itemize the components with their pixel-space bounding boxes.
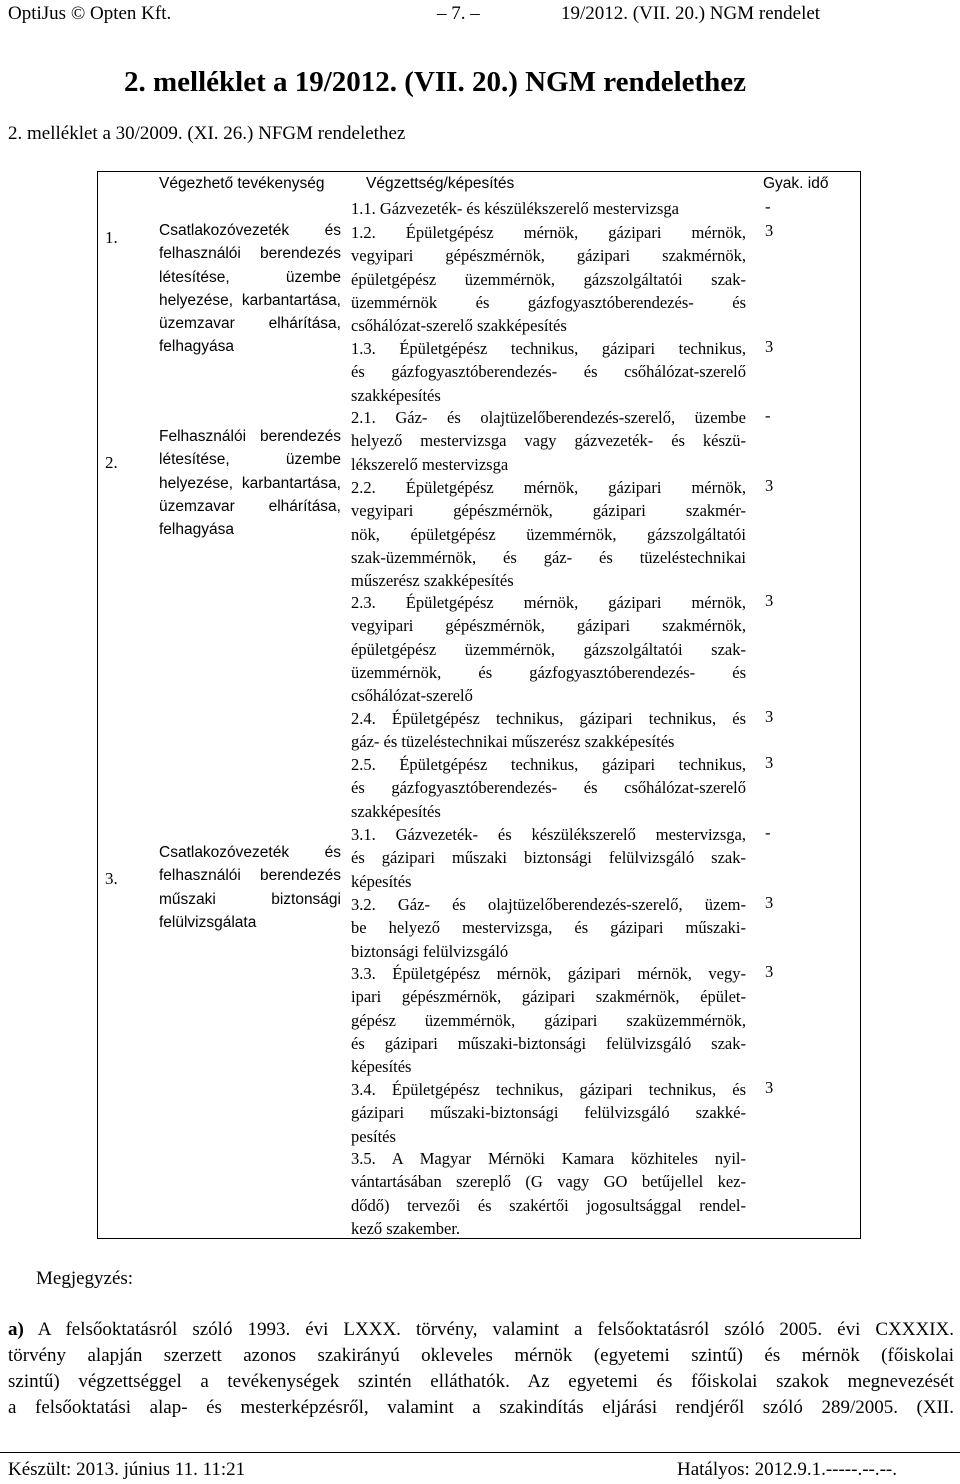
qualification-line: vegyipari gépészmérnök, gázipari szakmérnök, (351, 246, 746, 266)
qualification-entry (351, 476, 746, 592)
qualification-line: üzemmérnök, és gázfogyasztóberendezés- és (351, 662, 746, 682)
table-border-left (97, 171, 98, 1239)
qualification-entry (351, 893, 746, 963)
practice-years: - (765, 197, 771, 216)
qualification-line: 2.3. Épületgépész mérnök, gázipari mérnök, (351, 593, 746, 612)
header-source: OptiJus © Opten Kft. (8, 3, 172, 24)
practice-years: 3 (765, 893, 774, 912)
footnote-text: A felsőoktatásról szóló 1993. évi LXXX. törvény, valamint a felsőoktatásról szóló 2005. évi CXXXIX. (37, 1319, 955, 1340)
practice-years: 3 (765, 707, 774, 726)
qualification-line: 2.5. Épületgépész technikus, gázipari technikus, (351, 755, 746, 774)
qualification-table (97, 171, 861, 1239)
qualification-entry (351, 221, 746, 337)
col-header-activity: Végezhető tevékenység (159, 175, 325, 192)
qualification-line: nök, épületgépész üzemmérnök, gázszolgáltatói (351, 524, 746, 544)
qualification-line: csőhálózat-szerelő (351, 686, 473, 706)
qualification-line: szakképesítés (351, 801, 441, 821)
footer-created: Készült: 2013. június 11. 11:21 (8, 1459, 246, 1480)
qualification-entry (351, 707, 746, 754)
qualification-line: gázipari műszaki-biztonsági felülvizsgáló szakké- (351, 1103, 746, 1123)
qualification-line: gépész üzemmérnök, gázipari szaküzemmérnök, (351, 1010, 746, 1030)
footnote-marker: a) (8, 1319, 24, 1340)
qualification-line: pesítés (351, 1126, 396, 1146)
qualification-line: épületgépész üzemmérnök, gázszolgáltatói szak- (351, 639, 746, 659)
qualification-entry (351, 823, 746, 893)
qualification-line: 3.5. A Magyar Mérnöki Kamara közhiteles nyil- (351, 1149, 746, 1168)
qualification-line: 3.2. Gáz- és olajtüzelőberendezés-szerelő, üzem- (351, 895, 746, 914)
col-header-qualification: Végzettség/képesítés (366, 175, 515, 192)
row-number: 3. (105, 869, 118, 888)
qualification-line: gáz- és tüzeléstechnikai műszerész szakképesítés (351, 732, 675, 752)
qualification-line: képesítés (351, 1057, 412, 1077)
qualification-line: szakképesítés (351, 385, 441, 405)
qualification-line: ipari gépészmérnök, gázipari szakmérnök, épület- (351, 987, 746, 1007)
footer-separator (0, 1452, 960, 1453)
row-number: 2. (105, 453, 118, 472)
table-border-right (860, 171, 861, 1239)
qualification-line: 3.3. Épületgépész mérnök, gázipari mérnök, vegy- (351, 964, 746, 983)
qualification-line: 1.3. Épületgépész technikus, gázipari technikus, (351, 339, 746, 358)
qualification-line: 3.4. Épületgépész technikus, gázipari technikus, és (351, 1080, 746, 1099)
qualification-entry (351, 591, 746, 707)
note-label: Megjegyzés: (36, 1268, 134, 1289)
qualification-line: üzemmérnök és gázfogyasztóberendezés- és (351, 292, 746, 312)
footnote-line: szintű) végzettséggel a tevékenységek szintén elláthatók. Az egyetemi és főiskolai szakok megnevezését (8, 1371, 954, 1392)
practice-years: 3 (765, 337, 774, 356)
qualification-line: vántartásában szereplő (G vagy GO betűjellel kez- (351, 1172, 746, 1192)
header-regulation: 19/2012. (VII. 20.) NGM rendelet (561, 3, 821, 24)
qualification-line: lékszerelő mestervizsga (351, 454, 509, 474)
practice-years: - (765, 406, 771, 425)
practice-years: 3 (765, 591, 774, 610)
qualification-line: és gázfogyasztóberendezés- és csőhálózat-szerelő (351, 778, 746, 798)
qualification-entry (351, 337, 746, 407)
table-border-top (97, 171, 861, 172)
activity-cell: Csatlakozóvezeték és felhasználói berendezés műszaki biztonsági felülvizsgálata (159, 844, 341, 931)
qualification-line: 2.4. Épületgépész technikus, gázipari technikus, és (351, 709, 746, 728)
practice-years: 3 (765, 221, 774, 240)
footnote-line: a felsőoktatási alap- és mesterképzésről, valamint a szakindítás eljárási rendjéről szóló 289/2005. (XII. (8, 1397, 954, 1418)
qualification-line: és gázipari műszaki-biztonsági felülvizsgáló szak- (351, 1033, 746, 1053)
qualification-line: csőhálózat-szerelő szakképesítés (351, 316, 567, 336)
qualification-line: és gázipari műszaki biztonsági felülvizsgáló szak- (351, 848, 746, 868)
qualification-entry (351, 1078, 746, 1148)
qualification-entry (351, 962, 746, 1078)
col-header-years: Gyak. idő (763, 175, 829, 192)
practice-years: 3 (765, 753, 774, 772)
practice-years: 3 (765, 1078, 774, 1097)
qualification-line: 2.2. Épületgépész mérnök, gázipari mérnök, (351, 478, 746, 497)
practice-years: 3 (765, 962, 774, 981)
qualification-line: biztonsági felülvizsgáló (351, 941, 509, 961)
qualification-line: dődő) tervezői és szakértői jogosultsággal rendel- (351, 1195, 746, 1215)
footer-effective: Hatályos: 2012.9.1.-----.--.--. (677, 1459, 898, 1480)
qualification-line: 1.1. Gázvezeték- és készülékszerelő mestervizsga (351, 199, 680, 218)
qualification-entry (351, 753, 746, 823)
qualification-line: vegyipari gépészmérnök, gázipari szakmér- (351, 501, 746, 521)
qualification-line: műszerész szakképesítés (351, 571, 514, 591)
activity-cell: Csatlakozóvezeték és felhasználói berendezés létesítése, üzembe helyezése, karbantartása, üzemzavar elhárítása, felhagyása (159, 222, 341, 356)
page-subtitle: 2. melléklet a 30/2009. (XI. 26.) NFGM rendelethez (8, 123, 406, 144)
row-number: 1. (105, 228, 118, 247)
qualification-line: 3.1. Gázvezeték- és készülékszerelő mestervizsga, (351, 825, 746, 844)
qualification-line: épületgépész üzemmérnök, gázszolgáltatói szak- (351, 269, 746, 289)
qualification-line: szak-üzemmérnök, és gáz- és tüzeléstechnikai (351, 547, 746, 567)
qualification-line: vegyipari gépészmérnök, gázipari szakmérnök, (351, 616, 746, 636)
qualification-entry (351, 1147, 746, 1240)
header-page-number: – 7. – (437, 3, 480, 24)
footnote (8, 1317, 954, 1421)
footnote-line: törvény alapján szerzett azonos szakirányú okleveles mérnök (egyetemi szintű) és mérnök (főiskolai (8, 1345, 954, 1366)
qualification-line: be helyező mestervizsga, és gázipari műszaki- (351, 918, 746, 938)
footnote-line (8, 1317, 954, 1343)
qualification-line: kező szakember. (351, 1218, 461, 1238)
qualification-line: 2.1. Gáz- és olajtüzelőberendezés-szerelő, üzembe (351, 408, 746, 427)
page-title: 2. melléklet a 19/2012. (VII. 20.) NGM rendelethez (124, 66, 747, 98)
qualification-entry (351, 197, 746, 220)
qualification-line: helyező mestervizsga vagy gázvezeték- és készü- (351, 431, 746, 451)
practice-years: 3 (765, 476, 774, 495)
activity-cell: Felhasználói berendezés létesítése, üzembe helyezése, karbantartása, üzemzavar elhárítása, felhagyása (159, 428, 341, 539)
practice-years: - (765, 823, 771, 842)
qualification-entry (351, 406, 746, 476)
qualification-line: 1.2. Épületgépész mérnök, gázipari mérnök, (351, 223, 746, 242)
qualification-line: és gázfogyasztóberendezés- és csőhálózat-szerelő (351, 362, 746, 382)
qualification-line: képesítés (351, 871, 412, 891)
